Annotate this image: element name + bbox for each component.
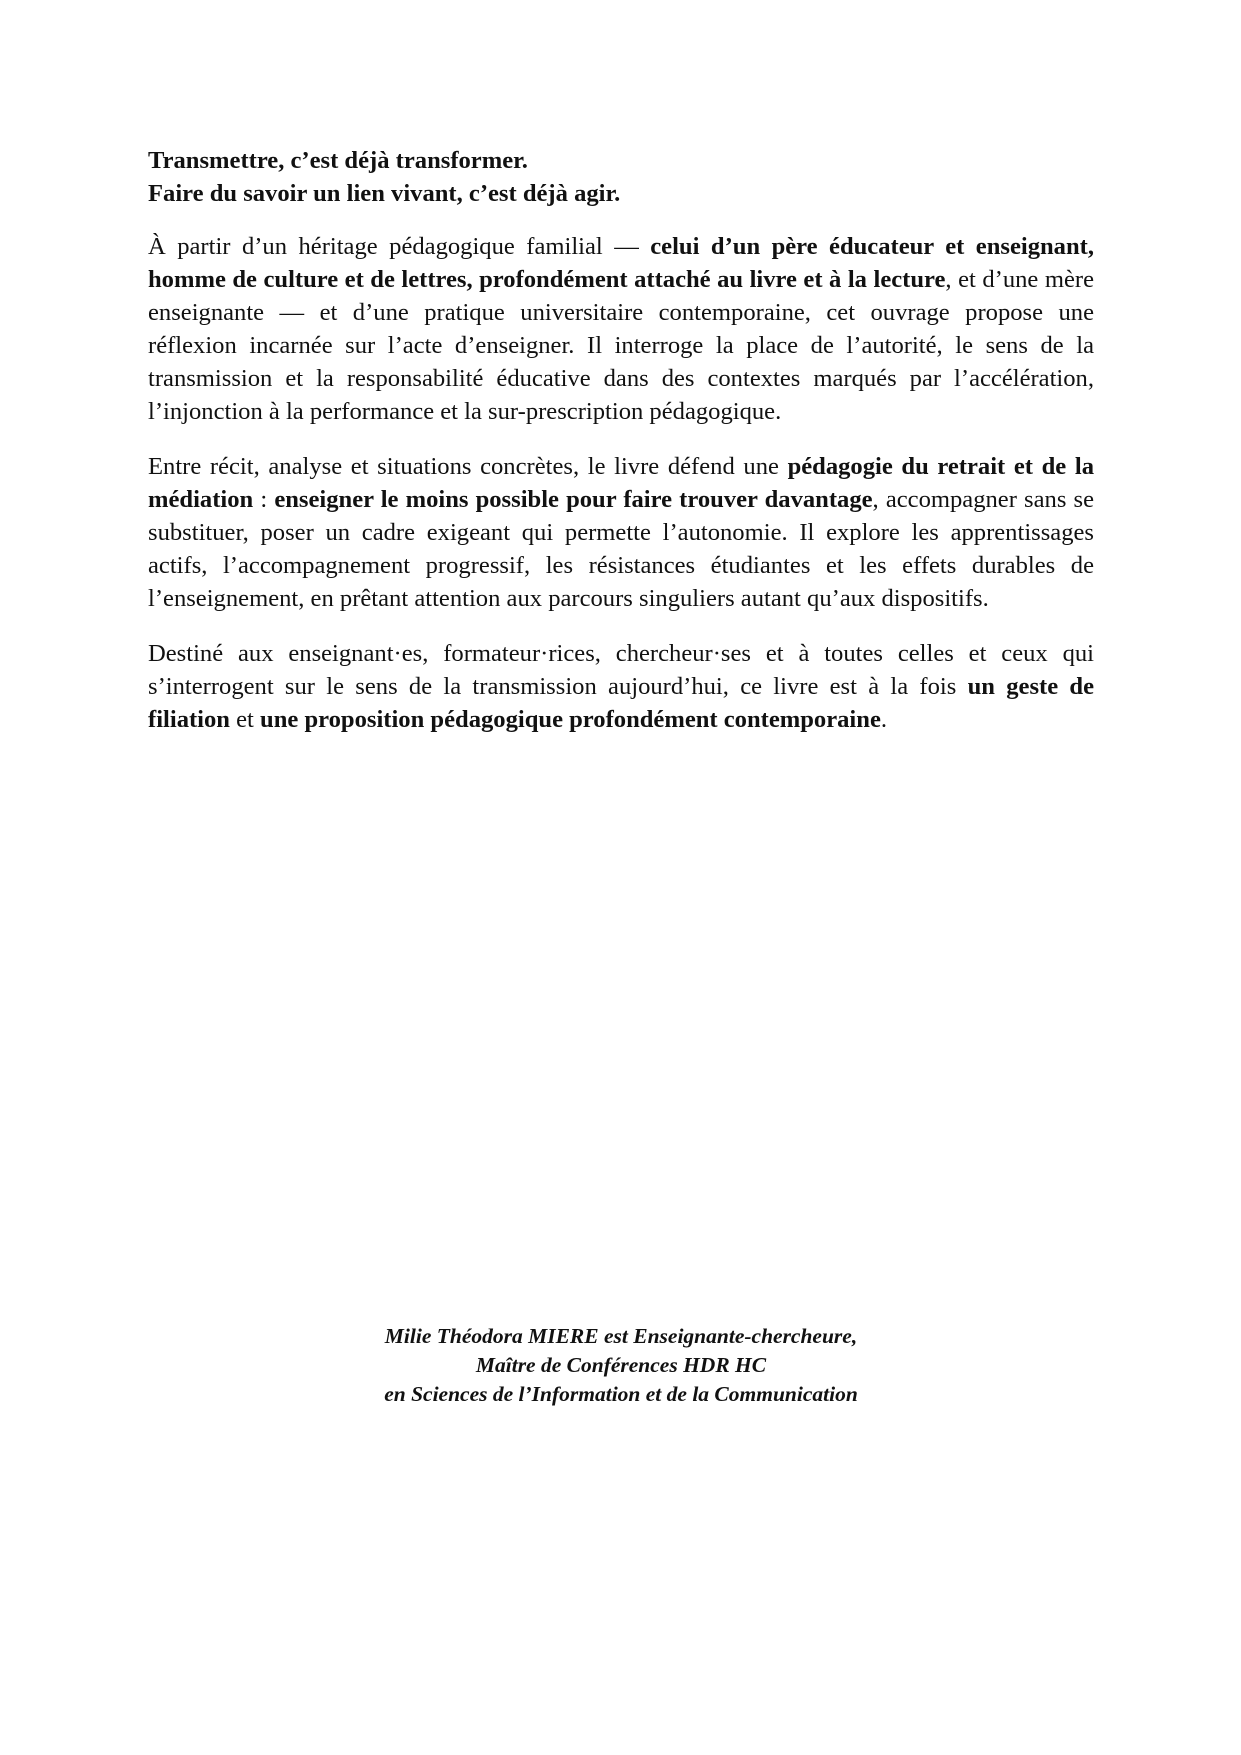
author-bio — [148, 1322, 1094, 1409]
paragraph-audience-text-2: et — [229, 706, 261, 733]
back-cover-text — [148, 144, 1094, 758]
paragraph-pedagogy-bold-1: pédagogie du retrait et de la médiation — [148, 453, 1094, 513]
paragraph-pedagogy-text-1: Entre récit, analyse et situations concrètes, le livre défend une — [148, 453, 788, 480]
paragraph-heritage-text-2: , et d’une mère enseignante — et d’une pratique universitaire contemporaine, cet ouvrage propose une réflexion incarnée sur l’acte d’enseigner. Il interroge la place de l’autorité, le sens de la transmission et la responsabilité éducative dans des contextes marqués par l’accélération, l’injonction à la performance et la sur-prescription pédagogique. — [148, 266, 1094, 425]
paragraph-audience-text-3: . — [880, 706, 888, 733]
paragraph-pedagogy-text-3: , accompagner sans se substituer, poser un cadre exigeant qui permette l’autonomie. Il explore les apprentissages actifs, l’accompagnement progressif, les résistances étudiantes et les effets durables de l’enseignement, en prêtant attention aux parcours singuliers autant qu’aux dispositifs. — [148, 486, 1094, 612]
author-line-2: Maître de Conférences HDR HC — [475, 1353, 767, 1377]
paragraph-pedagogy-text-2: : — [253, 486, 275, 513]
paragraph-audience-bold-2: une proposition pédagogique profondément contemporaine — [260, 706, 881, 733]
paragraph-audience — [148, 637, 1094, 736]
paragraph-heritage-bold-1: celui d’un père éducateur et enseignant, homme de culture et de lettres, profondément attaché au livre et à la lecture — [148, 233, 1094, 293]
paragraph-audience-text-1: Destiné aux enseignant·es, formateur·rices, chercheur·ses et à toutes celles et ceux qui s’interrogent sur le sens de la transmission aujourd’hui, ce livre est à la fois — [148, 640, 1094, 700]
paragraph-heritage-text-1: À partir d’un héritage pédagogique familial — — [148, 233, 651, 260]
author-line-1: Milie Théodora MIERE est Enseignante-chercheure, — [384, 1324, 858, 1348]
paragraph-pedagogy — [148, 450, 1094, 615]
paragraph-heritage — [148, 230, 1094, 428]
paragraph-pedagogy-bold-2: enseigner le moins possible pour faire trouver davantage — [274, 486, 873, 513]
tagline-line-1: Transmettre, c’est déjà transformer. — [148, 147, 528, 174]
tagline-line-2: Faire du savoir un lien vivant, c’est déjà agir. — [148, 180, 621, 207]
tagline — [148, 144, 1094, 210]
author-line-3: en Sciences de l’Information et de la Communication — [384, 1382, 858, 1406]
paragraph-audience-bold-1: un geste de filiation — [148, 673, 1094, 733]
